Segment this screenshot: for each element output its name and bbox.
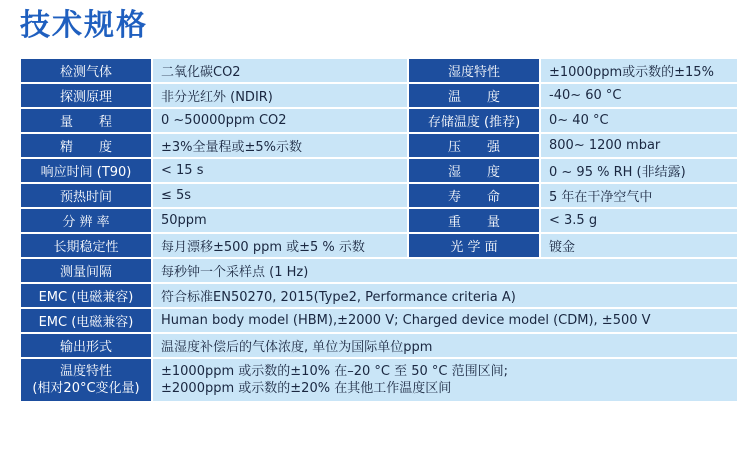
- spec-value: 二氧化碳CO2: [152, 58, 408, 83]
- spec-label: [20, 358, 152, 402]
- spec-value: 符合标准EN50270, 2015(Type2, Performance criteria A): [152, 283, 738, 308]
- table-row: [20, 183, 738, 208]
- table-row: [20, 83, 738, 108]
- spec-label: 输出形式: [20, 333, 152, 358]
- table-row: [20, 133, 738, 158]
- spec-value: ±3%全量程或±5%示数: [152, 133, 408, 158]
- spec-value: < 15 s: [152, 158, 408, 183]
- spec-value-line: ±1000ppm 或示数的±10% 在–20 °C 至 50 °C 范围区间;: [161, 364, 508, 379]
- spec-value: 每月漂移±500 ppm 或±5 % 示数: [152, 233, 408, 258]
- spec-label: 检测气体: [20, 58, 152, 83]
- spec-value: 800~ 1200 mbar: [540, 133, 738, 158]
- table-row: [20, 258, 738, 283]
- spec-value: 50ppm: [152, 208, 408, 233]
- page-title: 技术规格: [20, 8, 148, 43]
- spec-label: EMC (电磁兼容): [20, 308, 152, 333]
- spec-label: 分 辨 率: [20, 208, 152, 233]
- spec-label: 重 量: [408, 208, 540, 233]
- spec-value-line: ±2000ppm 或示数的±20% 在其他工作温度区间: [161, 381, 452, 396]
- spec-value: ±1000ppm或示数的±15%: [540, 58, 738, 83]
- table-row: [20, 358, 738, 402]
- spec-label: 压 强: [408, 133, 540, 158]
- spec-value: 每秒钟一个采样点 (1 Hz): [152, 258, 738, 283]
- spec-value: 温湿度补偿后的气体浓度, 单位为国际单位ppm: [152, 333, 738, 358]
- spec-label: 响应时间 (T90): [20, 158, 152, 183]
- table-row: [20, 158, 738, 183]
- spec-value: 0 ~50000ppm CO2: [152, 108, 408, 133]
- spec-label: 温 度: [408, 83, 540, 108]
- spec-label: 预热时间: [20, 183, 152, 208]
- spec-label: 量 程: [20, 108, 152, 133]
- spec-label: 探测原理: [20, 83, 152, 108]
- spec-label: 光 学 面: [408, 233, 540, 258]
- spec-label: 湿度特性: [408, 58, 540, 83]
- spec-label: 湿 度: [408, 158, 540, 183]
- table-row: [20, 208, 738, 233]
- spec-label: 精 度: [20, 133, 152, 158]
- spec-label-line: (相对20°C变化量): [32, 381, 140, 396]
- table-row: [20, 58, 738, 83]
- spec-value: < 3.5 g: [540, 208, 738, 233]
- spec-label: EMC (电磁兼容): [20, 283, 152, 308]
- table-row: [20, 233, 738, 258]
- table-row: [20, 308, 738, 333]
- spec-label: 寿 命: [408, 183, 540, 208]
- spec-value: ≤ 5s: [152, 183, 408, 208]
- spec-table: [19, 57, 739, 403]
- spec-label-line: 温度特性: [59, 364, 112, 379]
- spec-value: 非分光红外 (NDIR): [152, 83, 408, 108]
- table-row: [20, 108, 738, 133]
- spec-label: 长期稳定性: [20, 233, 152, 258]
- spec-value: Human body model (HBM),±2000 V; Charged device model (CDM), ±500 V: [152, 308, 738, 333]
- table-row: [20, 333, 738, 358]
- spec-label: 测量间隔: [20, 258, 152, 283]
- spec-value: 5 年在干净空气中: [540, 183, 738, 208]
- spec-label: 存储温度 (推荐): [408, 108, 540, 133]
- spec-value: [152, 358, 738, 402]
- spec-value: -40~ 60 °C: [540, 83, 738, 108]
- spec-value: 0 ~ 95 % RH (非结露): [540, 158, 738, 183]
- spec-value: 镀金: [540, 233, 738, 258]
- spec-value: 0~ 40 °C: [540, 108, 738, 133]
- table-row: [20, 283, 738, 308]
